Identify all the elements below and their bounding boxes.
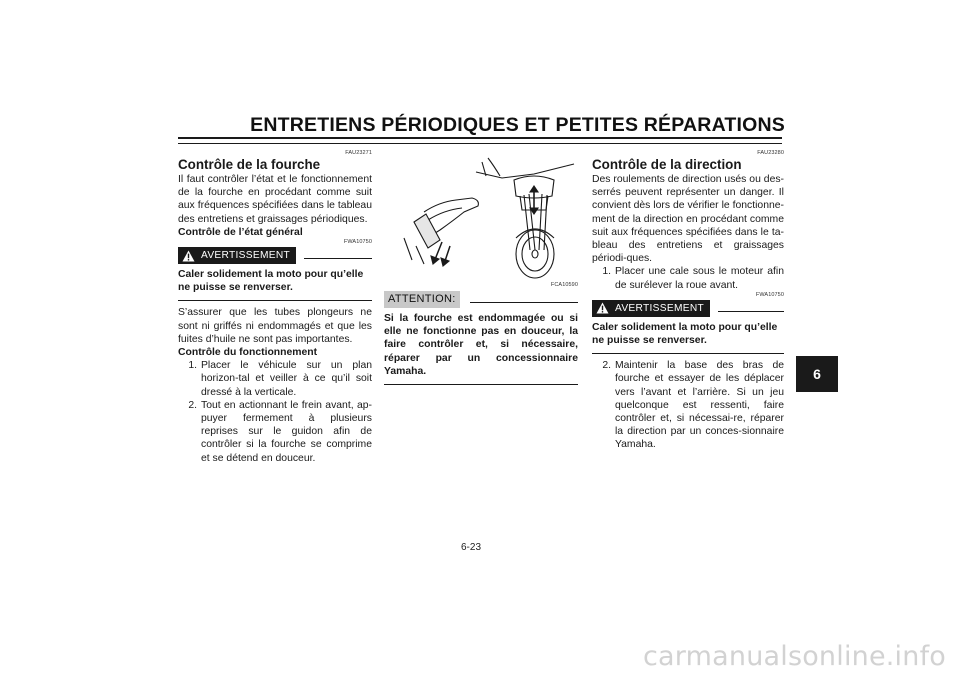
list-item bbox=[178, 399, 372, 465]
attention-header bbox=[384, 291, 578, 308]
warning-label-box bbox=[178, 247, 296, 264]
section-title-fork: Contrôle de la fourche bbox=[178, 157, 321, 172]
warning-code: FWA10750 bbox=[755, 291, 784, 298]
warning-rule bbox=[718, 305, 784, 312]
motorcycle-fork-illustration bbox=[384, 150, 578, 282]
header-rule bbox=[178, 137, 782, 144]
attention-label: ATTENTION: bbox=[384, 291, 460, 308]
step-number: 1. bbox=[188, 360, 197, 372]
warning-triangle-icon bbox=[596, 302, 609, 314]
warning-header bbox=[592, 300, 784, 317]
column-illustration bbox=[384, 150, 578, 385]
column-steering-check bbox=[592, 150, 784, 452]
section-title-steering: Contrôle de la direction bbox=[592, 157, 742, 172]
warning-code: FWA10750 bbox=[343, 239, 372, 246]
fork-inspection-text: S’assurer que les tubes plongeurs ne sont ni griffés ni endommagés et que les fuites d’huile ne sont pas importantes. bbox=[178, 307, 372, 345]
warning-rule bbox=[304, 252, 372, 259]
attention-code: FCA10590 bbox=[550, 282, 578, 288]
step-text: Placer le véhicule sur un plan horizon-tal et veiller à ce qu’il soit dressé à la verticale. bbox=[201, 360, 372, 398]
warning-text: Caler solidement la moto pour qu’elle ne puisse se renverser. bbox=[178, 268, 372, 301]
list-item bbox=[178, 359, 372, 399]
chapter-tab: 6 bbox=[796, 356, 838, 392]
step-text: Tout en actionnant le frein avant, ap-puyer fermement à plusieurs reprises sur le guidon afin de contrôler si la fourche se comprime et se détend en douceur. bbox=[201, 399, 372, 464]
page-number: 6-23 bbox=[461, 542, 482, 553]
fork-intro-text: Il faut contrôler l’état et le fonctionnement de la fourche en procédant comme suit aux fréquences spécifiées dans le tableau des entretiens et graissages périodiques. bbox=[178, 174, 372, 225]
steering-step-1 bbox=[592, 265, 784, 291]
step-text: Maintenir la base des bras de fourche et essayer de les déplacer vers l’avant et l’arrière. Si un jeu quelconque est ressenti, faire contrôler et, si nécessai-re, réparer la direction par un conces-sionnaire Yamaha. bbox=[615, 360, 784, 451]
list-item bbox=[592, 265, 784, 291]
warning-label: AVERTISSEMENT bbox=[201, 249, 291, 261]
steering-step-2 bbox=[592, 359, 784, 451]
subhead-general-state: Contrôle de l’état général bbox=[178, 226, 303, 238]
section-code: FAU23271 bbox=[345, 150, 372, 156]
step-number: 1. bbox=[602, 266, 611, 278]
fork-steps-list bbox=[178, 359, 372, 465]
warning-label-box bbox=[592, 300, 710, 317]
attention-text: Si la fourche est endommagée ou si elle ne fonctionne pas en douceur, la faire contrôler et, si nécessaire, réparer par un concessionnaire Yamaha. bbox=[384, 312, 578, 385]
warning-text: Caler solidement la moto pour qu’elle ne puisse se renverser. bbox=[592, 321, 784, 354]
steering-intro-text: Des roulements de direction usés ou des-serrés peuvent représenter un danger. Il convient dès lors de vérifier le fonctionne-ment de la direction en procédant comme suit aux fréquences spécifiées dans le ta-bleau des entretiens et graissages périodi-ques. bbox=[592, 174, 784, 265]
attention-rule bbox=[470, 296, 578, 303]
step-number: 2. bbox=[188, 399, 197, 411]
column-fork-check bbox=[178, 150, 372, 465]
section-code: FAU23280 bbox=[757, 150, 784, 156]
warning-triangle-icon bbox=[182, 250, 195, 262]
warning-label: AVERTISSEMENT bbox=[615, 302, 705, 314]
watermark: carmanualsonline.info bbox=[643, 641, 946, 672]
list-item bbox=[592, 359, 784, 451]
page-header-title: ENTRETIENS PÉRIODIQUES ET PETITES RÉPARATIONS bbox=[250, 114, 785, 136]
warning-header bbox=[178, 247, 372, 264]
subhead-operation: Contrôle du fonctionnement bbox=[178, 347, 318, 359]
step-number: 2. bbox=[602, 360, 611, 372]
step-text: Placer une cale sous le moteur afin de surélever la roue avant. bbox=[615, 266, 784, 291]
